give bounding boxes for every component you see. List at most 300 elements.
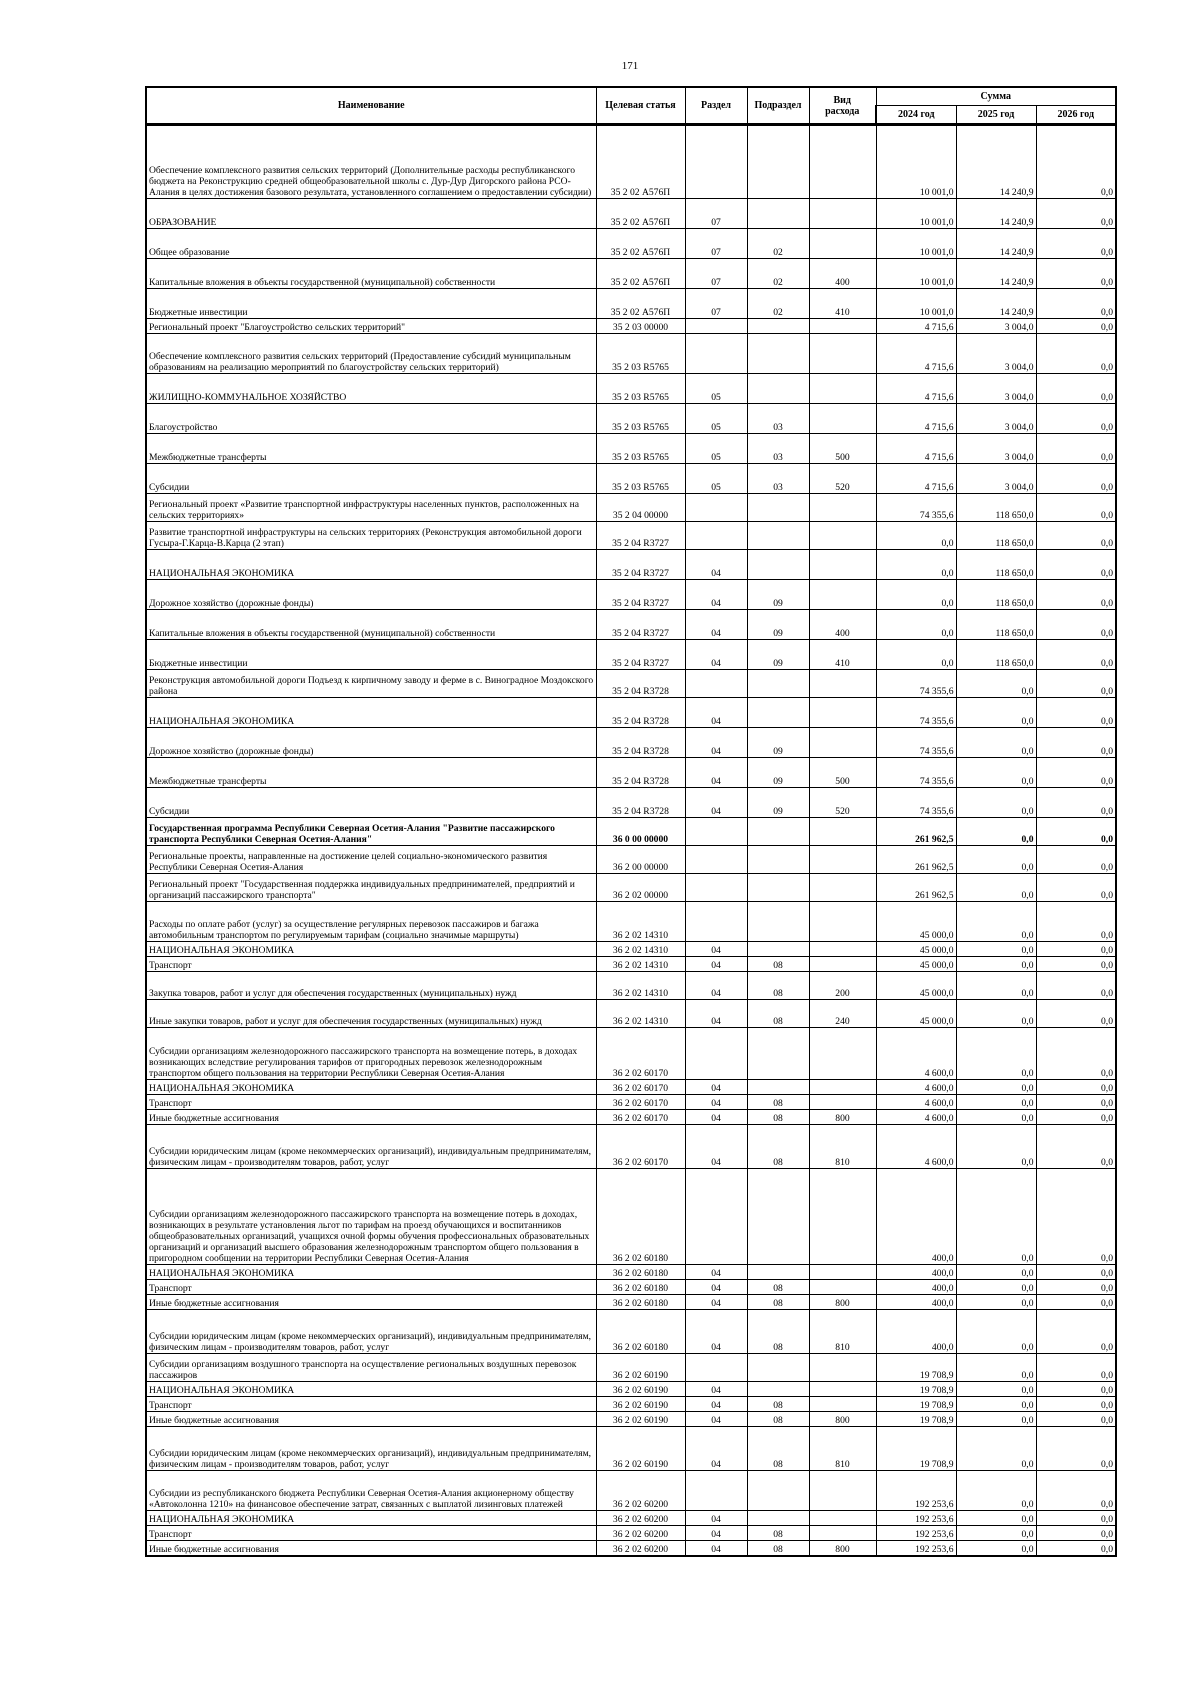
row-sum-2026: 0,0 bbox=[1036, 1310, 1116, 1354]
header-expense-type bbox=[809, 87, 876, 125]
row-expense-type bbox=[809, 874, 876, 902]
row-article: 36 2 02 14310 bbox=[596, 942, 685, 957]
table-row bbox=[146, 434, 1116, 464]
row-sum-2025: 0,0 bbox=[956, 1028, 1036, 1080]
table-row bbox=[146, 259, 1116, 289]
row-subsection bbox=[747, 846, 809, 874]
row-sum-2025: 0,0 bbox=[956, 1412, 1036, 1427]
row-subsection: 08 bbox=[747, 1412, 809, 1427]
row-name: Иные бюджетные ассигнования bbox=[146, 1541, 596, 1556]
table-row bbox=[146, 1095, 1116, 1110]
row-article: 36 2 02 14310 bbox=[596, 1000, 685, 1028]
row-sum-2024: 4 715,6 bbox=[876, 404, 956, 434]
header-2026: 2026 год bbox=[1036, 106, 1116, 125]
row-sum-2024: 45 000,0 bbox=[876, 902, 956, 942]
row-subsection bbox=[747, 334, 809, 374]
row-sum-2026: 0,0 bbox=[1036, 698, 1116, 728]
row-sum-2026: 0,0 bbox=[1036, 1526, 1116, 1541]
row-sum-2024: 261 962,5 bbox=[876, 846, 956, 874]
row-section: 04 bbox=[685, 942, 747, 957]
row-article: 35 2 04 R3727 bbox=[596, 640, 685, 670]
row-sum-2024: 0,0 bbox=[876, 580, 956, 610]
row-article: 35 2 04 R3728 bbox=[596, 788, 685, 818]
row-name: Иные бюджетные ассигнования bbox=[146, 1412, 596, 1427]
row-section bbox=[685, 125, 747, 199]
row-expense-type bbox=[809, 1265, 876, 1280]
row-name: ЖИЛИЩНО-КОММУНАЛЬНОЕ ХОЗЯЙСТВО bbox=[146, 374, 596, 404]
row-article: 36 2 02 60200 bbox=[596, 1526, 685, 1541]
row-sum-2026: 0,0 bbox=[1036, 374, 1116, 404]
row-sum-2026: 0,0 bbox=[1036, 1471, 1116, 1511]
row-subsection bbox=[747, 874, 809, 902]
row-article: 36 2 02 60170 bbox=[596, 1028, 685, 1080]
table-row bbox=[146, 1397, 1116, 1412]
row-sum-2024: 19 708,9 bbox=[876, 1354, 956, 1382]
row-section: 04 bbox=[685, 728, 747, 758]
row-article: 36 2 02 60190 bbox=[596, 1427, 685, 1471]
table-row bbox=[146, 972, 1116, 1000]
row-subsection bbox=[747, 1080, 809, 1095]
row-name: Транспорт bbox=[146, 1526, 596, 1541]
table-row bbox=[146, 818, 1116, 846]
row-subsection: 08 bbox=[747, 1110, 809, 1125]
table-row bbox=[146, 640, 1116, 670]
row-sum-2025: 0,0 bbox=[956, 874, 1036, 902]
row-sum-2024: 0,0 bbox=[876, 522, 956, 550]
row-section bbox=[685, 670, 747, 698]
table-row bbox=[146, 698, 1116, 728]
row-sum-2026: 0,0 bbox=[1036, 957, 1116, 972]
row-sum-2026: 0,0 bbox=[1036, 125, 1116, 199]
row-section: 04 bbox=[685, 1280, 747, 1295]
row-subsection: 08 bbox=[747, 1397, 809, 1412]
row-article: 35 2 04 R3728 bbox=[596, 728, 685, 758]
row-sum-2025: 3 004,0 bbox=[956, 404, 1036, 434]
table-row bbox=[146, 374, 1116, 404]
row-sum-2026: 0,0 bbox=[1036, 580, 1116, 610]
row-section bbox=[685, 334, 747, 374]
row-sum-2024: 400,0 bbox=[876, 1280, 956, 1295]
row-expense-type bbox=[809, 818, 876, 846]
row-name: НАЦИОНАЛЬНАЯ ЭКОНОМИКА bbox=[146, 550, 596, 580]
table-row bbox=[146, 874, 1116, 902]
row-section bbox=[685, 1028, 747, 1080]
row-sum-2024: 0,0 bbox=[876, 640, 956, 670]
row-name: НАЦИОНАЛЬНАЯ ЭКОНОМИКА bbox=[146, 1382, 596, 1397]
row-sum-2025: 118 650,0 bbox=[956, 580, 1036, 610]
row-sum-2025: 0,0 bbox=[956, 1397, 1036, 1412]
row-name: Государственная программа Республики Северная Осетия-Алания "Развитие пассажирского транспорта Республики Северная Осетия-Алания" bbox=[146, 818, 596, 846]
row-article: 36 2 02 60190 bbox=[596, 1412, 685, 1427]
page-number: 171 bbox=[621, 60, 639, 72]
row-sum-2026: 0,0 bbox=[1036, 1028, 1116, 1080]
row-section: 04 bbox=[685, 1095, 747, 1110]
row-sum-2024: 45 000,0 bbox=[876, 972, 956, 1000]
row-expense-type bbox=[809, 1382, 876, 1397]
row-article: 36 2 02 60190 bbox=[596, 1354, 685, 1382]
row-sum-2024: 10 001,0 bbox=[876, 229, 956, 259]
row-subsection: 08 bbox=[747, 1125, 809, 1169]
row-article: 36 2 02 60180 bbox=[596, 1169, 685, 1265]
row-section: 07 bbox=[685, 289, 747, 319]
row-expense-type bbox=[809, 698, 876, 728]
row-section: 07 bbox=[685, 199, 747, 229]
row-expense-type bbox=[809, 522, 876, 550]
table-row bbox=[146, 1382, 1116, 1397]
row-sum-2026: 0,0 bbox=[1036, 1000, 1116, 1028]
row-sum-2024: 4 600,0 bbox=[876, 1080, 956, 1095]
row-article: 36 2 02 60200 bbox=[596, 1471, 685, 1511]
row-subsection: 08 bbox=[747, 1000, 809, 1028]
row-article: 35 2 03 R5765 bbox=[596, 374, 685, 404]
table-row bbox=[146, 1354, 1116, 1382]
row-sum-2026: 0,0 bbox=[1036, 1511, 1116, 1526]
table-row bbox=[146, 610, 1116, 640]
row-sum-2024: 4 715,6 bbox=[876, 464, 956, 494]
row-expense-type: 520 bbox=[809, 464, 876, 494]
row-name: Межбюджетные трансферты bbox=[146, 758, 596, 788]
row-expense-type: 410 bbox=[809, 289, 876, 319]
row-section: 04 bbox=[685, 788, 747, 818]
table-row bbox=[146, 580, 1116, 610]
row-subsection: 08 bbox=[747, 1541, 809, 1556]
row-sum-2025: 0,0 bbox=[956, 1080, 1036, 1095]
row-article: 36 2 02 60170 bbox=[596, 1125, 685, 1169]
row-sum-2026: 0,0 bbox=[1036, 1125, 1116, 1169]
row-sum-2024: 192 253,6 bbox=[876, 1471, 956, 1511]
row-article: 35 2 04 00000 bbox=[596, 494, 685, 522]
row-name: Дорожное хозяйство (дорожные фонды) bbox=[146, 728, 596, 758]
row-sum-2024: 261 962,5 bbox=[876, 874, 956, 902]
header-subsection: Подраздел bbox=[747, 87, 809, 125]
row-sum-2026: 0,0 bbox=[1036, 1354, 1116, 1382]
row-name: Дорожное хозяйство (дорожные фонды) bbox=[146, 580, 596, 610]
table-row bbox=[146, 1310, 1116, 1354]
row-article: 35 2 03 R5765 bbox=[596, 404, 685, 434]
row-subsection bbox=[747, 374, 809, 404]
row-name: Расходы по оплате работ (услуг) за осуществление регулярных перевозок пассажиров и багажа автомобильным транспортом по регулируемым тарифам (социально значимые маршруты) bbox=[146, 902, 596, 942]
row-article: 36 2 02 14310 bbox=[596, 972, 685, 1000]
row-section: 04 bbox=[685, 758, 747, 788]
row-sum-2026: 0,0 bbox=[1036, 494, 1116, 522]
row-name: Транспорт bbox=[146, 1095, 596, 1110]
table-row bbox=[146, 1125, 1116, 1169]
row-sum-2024: 400,0 bbox=[876, 1310, 956, 1354]
row-sum-2026: 0,0 bbox=[1036, 846, 1116, 874]
row-name: Бюджетные инвестиции bbox=[146, 289, 596, 319]
row-name: Субсидии из республиканского бюджета Республики Северная Осетия-Алания акционерному обществу «Автоколонна 1210» на финансовое обеспечение затрат, связанных с выплатой лизинговых платежей bbox=[146, 1471, 596, 1511]
row-sum-2024: 400,0 bbox=[876, 1169, 956, 1265]
row-sum-2025: 14 240,9 bbox=[956, 259, 1036, 289]
row-sum-2026: 0,0 bbox=[1036, 1169, 1116, 1265]
row-sum-2024: 192 253,6 bbox=[876, 1526, 956, 1541]
row-name: Транспорт bbox=[146, 957, 596, 972]
row-sum-2024: 45 000,0 bbox=[876, 1000, 956, 1028]
row-expense-type bbox=[809, 1169, 876, 1265]
row-expense-type: 500 bbox=[809, 434, 876, 464]
row-article: 36 2 02 60180 bbox=[596, 1295, 685, 1310]
row-name: Субсидии юридическим лицам (кроме некоммерческих организаций), индивидуальным предпринимателям, физическим лицам - производителям товаров, работ, услуг bbox=[146, 1427, 596, 1471]
table-row bbox=[146, 728, 1116, 758]
table-row bbox=[146, 522, 1116, 550]
row-section bbox=[685, 319, 747, 334]
row-sum-2025: 0,0 bbox=[956, 698, 1036, 728]
row-section: 04 bbox=[685, 1295, 747, 1310]
row-sum-2025: 0,0 bbox=[956, 902, 1036, 942]
row-sum-2025: 0,0 bbox=[956, 1095, 1036, 1110]
table-row bbox=[146, 846, 1116, 874]
row-expense-type: 400 bbox=[809, 610, 876, 640]
row-name: НАЦИОНАЛЬНАЯ ЭКОНОМИКА bbox=[146, 1511, 596, 1526]
row-sum-2024: 19 708,9 bbox=[876, 1397, 956, 1412]
row-section: 07 bbox=[685, 259, 747, 289]
row-article: 35 2 04 R3728 bbox=[596, 698, 685, 728]
row-sum-2025: 0,0 bbox=[956, 957, 1036, 972]
row-expense-type bbox=[809, 494, 876, 522]
row-name: Иные закупки товаров, работ и услуг для обеспечения государственных (муниципальных) нужд bbox=[146, 1000, 596, 1028]
row-sum-2025: 0,0 bbox=[956, 1110, 1036, 1125]
row-subsection bbox=[747, 199, 809, 229]
row-name: Региональный проект "Государственная поддержка индивидуальных предпринимателей, предприятий и организаций пассажирского транспорта" bbox=[146, 874, 596, 902]
row-sum-2026: 0,0 bbox=[1036, 289, 1116, 319]
row-section: 04 bbox=[685, 610, 747, 640]
row-section bbox=[685, 846, 747, 874]
table-row bbox=[146, 1295, 1116, 1310]
row-expense-type bbox=[809, 374, 876, 404]
row-sum-2026: 0,0 bbox=[1036, 758, 1116, 788]
table-row bbox=[146, 334, 1116, 374]
row-subsection: 09 bbox=[747, 610, 809, 640]
row-sum-2024: 400,0 bbox=[876, 1295, 956, 1310]
row-article: 36 2 02 60180 bbox=[596, 1265, 685, 1280]
table-row bbox=[146, 494, 1116, 522]
row-name: Иные бюджетные ассигнования bbox=[146, 1110, 596, 1125]
table-row bbox=[146, 404, 1116, 434]
row-section: 04 bbox=[685, 580, 747, 610]
table-row bbox=[146, 1169, 1116, 1265]
row-article: 35 2 02 А576П bbox=[596, 229, 685, 259]
row-sum-2025: 3 004,0 bbox=[956, 334, 1036, 374]
row-sum-2025: 14 240,9 bbox=[956, 229, 1036, 259]
row-name: Региональный проект «Развитие транспортной инфраструктуры населенных пунктов, расположенных на сельских территориях» bbox=[146, 494, 596, 522]
row-sum-2024: 45 000,0 bbox=[876, 942, 956, 957]
row-sum-2025: 118 650,0 bbox=[956, 494, 1036, 522]
row-expense-type: 800 bbox=[809, 1541, 876, 1556]
row-expense-type bbox=[809, 1511, 876, 1526]
row-sum-2025: 3 004,0 bbox=[956, 434, 1036, 464]
row-article: 36 2 02 60200 bbox=[596, 1541, 685, 1556]
row-sum-2024: 10 001,0 bbox=[876, 125, 956, 199]
row-name: Обеспечение комплексного развития сельских территорий (Предоставление субсидий муниципальным образованиям на реализацию мероприятий по благоустройству сельских территорий) bbox=[146, 334, 596, 374]
table-row bbox=[146, 125, 1116, 199]
row-sum-2024: 192 253,6 bbox=[876, 1541, 956, 1556]
table-body bbox=[146, 125, 1116, 1556]
row-sum-2025: 0,0 bbox=[956, 972, 1036, 1000]
row-sum-2026: 0,0 bbox=[1036, 874, 1116, 902]
row-article: 36 0 00 00000 bbox=[596, 818, 685, 846]
row-expense-type: 810 bbox=[809, 1427, 876, 1471]
row-expense-type: 200 bbox=[809, 972, 876, 1000]
row-expense-type bbox=[809, 1028, 876, 1080]
row-name: Субсидии bbox=[146, 464, 596, 494]
row-sum-2026: 0,0 bbox=[1036, 1541, 1116, 1556]
row-subsection: 03 bbox=[747, 464, 809, 494]
row-sum-2025: 0,0 bbox=[956, 1526, 1036, 1541]
row-section: 04 bbox=[685, 1511, 747, 1526]
row-sum-2024: 4 715,6 bbox=[876, 334, 956, 374]
row-subsection bbox=[747, 1169, 809, 1265]
row-article: 35 2 02 А576П bbox=[596, 289, 685, 319]
table-row bbox=[146, 788, 1116, 818]
row-subsection: 08 bbox=[747, 1427, 809, 1471]
row-sum-2025: 0,0 bbox=[956, 1310, 1036, 1354]
row-expense-type: 500 bbox=[809, 758, 876, 788]
row-sum-2026: 0,0 bbox=[1036, 1397, 1116, 1412]
row-name: Субсидии организациям железнодорожного пассажирского транспорта на возмещение потерь в доходах, возникающих в результате установления льгот по тарифам на проезд обучающихся и воспитанников общеобразовательных организаций, учащихся очной формы обучения профессиональных образовательных организаций и организаций высшего образования железнодорожным транспортом общего пользования в пригородном сообщении на территории Республики Северная Осетия-Алания bbox=[146, 1169, 596, 1265]
row-section: 05 bbox=[685, 464, 747, 494]
row-sum-2026: 0,0 bbox=[1036, 942, 1116, 957]
row-section: 04 bbox=[685, 1382, 747, 1397]
row-sum-2025: 0,0 bbox=[956, 1295, 1036, 1310]
row-article: 35 2 04 R3727 bbox=[596, 610, 685, 640]
table-row bbox=[146, 289, 1116, 319]
row-sum-2025: 0,0 bbox=[956, 1471, 1036, 1511]
row-sum-2026: 0,0 bbox=[1036, 610, 1116, 640]
row-subsection bbox=[747, 1511, 809, 1526]
row-article: 36 2 02 60180 bbox=[596, 1310, 685, 1354]
header-2025: 2025 год bbox=[956, 106, 1036, 125]
row-expense-type bbox=[809, 942, 876, 957]
row-sum-2024: 19 708,9 bbox=[876, 1412, 956, 1427]
row-subsection bbox=[747, 522, 809, 550]
header-name: Наименование bbox=[146, 87, 596, 125]
row-sum-2024: 4 600,0 bbox=[876, 1125, 956, 1169]
row-name: Обеспечение комплексного развития сельских территорий (Дополнительные расходы республиканского бюджета на Реконструкцию средней общеобразовательной школы с. Дур-Дур Дигорского района РСО-Алания в целях достижения базового результата, установленного соглашением о предоставлении субсидии) bbox=[146, 125, 596, 199]
row-sum-2026: 0,0 bbox=[1036, 434, 1116, 464]
row-expense-type bbox=[809, 1095, 876, 1110]
row-expense-type bbox=[809, 580, 876, 610]
row-section: 05 bbox=[685, 404, 747, 434]
row-sum-2025: 14 240,9 bbox=[956, 289, 1036, 319]
row-sum-2025: 0,0 bbox=[956, 1427, 1036, 1471]
row-article: 35 2 03 R5765 bbox=[596, 434, 685, 464]
row-sum-2025: 14 240,9 bbox=[956, 125, 1036, 199]
row-article: 35 2 04 R3727 bbox=[596, 580, 685, 610]
row-article: 36 2 02 14310 bbox=[596, 957, 685, 972]
table-row bbox=[146, 550, 1116, 580]
row-name: ОБРАЗОВАНИЕ bbox=[146, 199, 596, 229]
table-row bbox=[146, 670, 1116, 698]
row-article: 36 2 02 60200 bbox=[596, 1511, 685, 1526]
row-expense-type bbox=[809, 229, 876, 259]
row-sum-2026: 0,0 bbox=[1036, 550, 1116, 580]
header-article: Целевая статья bbox=[596, 87, 685, 125]
row-subsection: 09 bbox=[747, 728, 809, 758]
row-subsection: 09 bbox=[747, 640, 809, 670]
table-row bbox=[146, 1427, 1116, 1471]
row-sum-2026: 0,0 bbox=[1036, 319, 1116, 334]
row-subsection bbox=[747, 670, 809, 698]
row-subsection bbox=[747, 902, 809, 942]
row-sum-2024: 19 708,9 bbox=[876, 1427, 956, 1471]
table-row bbox=[146, 942, 1116, 957]
row-sum-2026: 0,0 bbox=[1036, 1095, 1116, 1110]
row-subsection: 02 bbox=[747, 229, 809, 259]
row-expense-type bbox=[809, 902, 876, 942]
row-article: 36 2 00 00000 bbox=[596, 846, 685, 874]
row-article: 36 2 02 60170 bbox=[596, 1110, 685, 1125]
table-row bbox=[146, 1265, 1116, 1280]
table-row bbox=[146, 902, 1116, 942]
row-subsection bbox=[747, 1382, 809, 1397]
row-name: Субсидии юридическим лицам (кроме некоммерческих организаций), индивидуальным предпринимателям, физическим лицам - производителям товаров, работ, услуг bbox=[146, 1310, 596, 1354]
row-section bbox=[685, 1354, 747, 1382]
row-sum-2026: 0,0 bbox=[1036, 229, 1116, 259]
table-row bbox=[146, 1511, 1116, 1526]
row-subsection bbox=[747, 1265, 809, 1280]
row-sum-2025: 118 650,0 bbox=[956, 550, 1036, 580]
row-sum-2026: 0,0 bbox=[1036, 1295, 1116, 1310]
row-expense-type bbox=[809, 404, 876, 434]
row-article: 35 2 03 R5765 bbox=[596, 334, 685, 374]
row-sum-2025: 0,0 bbox=[956, 1541, 1036, 1556]
row-article: 36 2 02 60190 bbox=[596, 1397, 685, 1412]
row-name: Субсидии организациям воздушного транспорта на осуществление региональных воздушных перевозок пассажиров bbox=[146, 1354, 596, 1382]
table-row bbox=[146, 464, 1116, 494]
row-article: 35 2 02 А576П bbox=[596, 125, 685, 199]
row-sum-2026: 0,0 bbox=[1036, 259, 1116, 289]
row-sum-2025: 0,0 bbox=[956, 1280, 1036, 1295]
row-sum-2024: 74 355,6 bbox=[876, 670, 956, 698]
row-sum-2024: 74 355,6 bbox=[876, 698, 956, 728]
row-section: 04 bbox=[685, 1526, 747, 1541]
row-subsection: 08 bbox=[747, 1095, 809, 1110]
row-sum-2026: 0,0 bbox=[1036, 1080, 1116, 1095]
row-sum-2026: 0,0 bbox=[1036, 670, 1116, 698]
row-name: Транспорт bbox=[146, 1397, 596, 1412]
row-subsection: 09 bbox=[747, 758, 809, 788]
row-name: Межбюджетные трансферты bbox=[146, 434, 596, 464]
table-row bbox=[146, 1280, 1116, 1295]
row-sum-2026: 0,0 bbox=[1036, 1110, 1116, 1125]
row-sum-2026: 0,0 bbox=[1036, 788, 1116, 818]
row-expense-type: 800 bbox=[809, 1110, 876, 1125]
row-section bbox=[685, 1169, 747, 1265]
row-expense-type: 240 bbox=[809, 1000, 876, 1028]
row-article: 36 2 02 60170 bbox=[596, 1095, 685, 1110]
row-sum-2024: 192 253,6 bbox=[876, 1511, 956, 1526]
row-expense-type bbox=[809, 1397, 876, 1412]
row-sum-2024: 19 708,9 bbox=[876, 1382, 956, 1397]
row-sum-2025: 0,0 bbox=[956, 1125, 1036, 1169]
row-article: 35 2 04 R3727 bbox=[596, 522, 685, 550]
row-name: Субсидии организациям железнодорожного пассажирского транспорта на возмещение потерь, в доходах возникающих вследствие регулирования тарифов от пригородных перевозок железнодорожным транспортом общего пользования на территории Республики Северная Осетия-Алания bbox=[146, 1028, 596, 1080]
table-row bbox=[146, 319, 1116, 334]
row-expense-type bbox=[809, 334, 876, 374]
row-sum-2025: 14 240,9 bbox=[956, 199, 1036, 229]
row-expense-type: 400 bbox=[809, 259, 876, 289]
row-expense-type bbox=[809, 1354, 876, 1382]
row-sum-2025: 118 650,0 bbox=[956, 610, 1036, 640]
row-section: 04 bbox=[685, 1080, 747, 1095]
row-expense-type bbox=[809, 846, 876, 874]
row-subsection bbox=[747, 319, 809, 334]
table-row bbox=[146, 1110, 1116, 1125]
row-sum-2025: 0,0 bbox=[956, 728, 1036, 758]
row-subsection: 09 bbox=[747, 580, 809, 610]
row-expense-type bbox=[809, 957, 876, 972]
table-row bbox=[146, 229, 1116, 259]
